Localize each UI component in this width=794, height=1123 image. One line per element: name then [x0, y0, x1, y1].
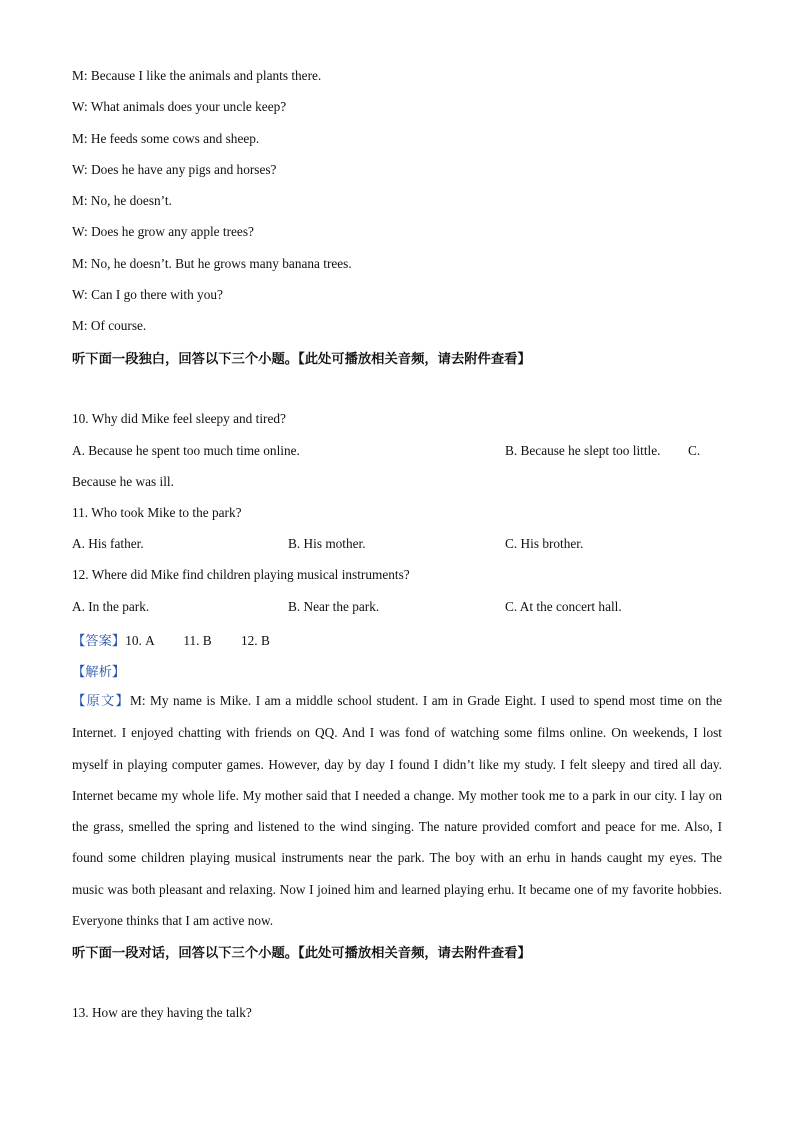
option-b: B. Because he slept too little.: [505, 443, 661, 458]
dialogue-line: W: Can I go there with you?: [72, 287, 223, 302]
dialogue-line: M: Because I like the animals and plants there.: [72, 68, 322, 83]
dialogue-line: M: No, he doesn’t. But he grows many banana trees.: [72, 256, 352, 271]
option-a: A. Because he spent too much time online.: [72, 443, 300, 458]
analysis-tag: 【解析】: [72, 665, 126, 680]
option-c: Because he was ill.: [72, 474, 174, 489]
original-text-paragraph: [72, 685, 722, 936]
question-text: 13. How are they having the talk?: [72, 1005, 252, 1020]
option-a: A. His father.: [72, 536, 144, 551]
answer-line: [72, 630, 270, 649]
option-c: C. His brother.: [505, 536, 584, 551]
dialogue-line: W: Does he have any pigs and horses?: [72, 162, 277, 177]
answer-item: 11. B: [183, 633, 212, 648]
answer-item: 12. B: [241, 633, 270, 648]
original-text: M: My name is Mike. I am a middle school student. I am in Grade Eight. I used to spend most time on the Internet. I enjoyed chatting with friends on QQ. And I was fond of watching some films online. On weekends, I lost myself in playing computer games. However, day by day I found I didn’t like my study. I felt sleepy and tired all day. Internet became my whole life. My mother said that I needed a change. My mother took me to a park in our city. I lay on the grass, smelled the spring and listened to the wind singing. The nature provided comfort and peace for me. Also, I found some children playing musical instruments near the park. The boy with an erhu in hands caught my eyes. The music was both pleasant and relaxing. Now I joined him and learned playing erhu. It became one of my favorite hobbies. Everyone thinks that I am active now.: [72, 693, 723, 929]
option-c-label: C.: [688, 443, 701, 458]
answer-tag: 【答案】: [72, 634, 126, 649]
original-tag: 【原文】: [72, 694, 131, 709]
listening-instruction: 听下面一段对话，回答以下三个小题。【此处可播放相关音频，请去附件查看】: [72, 946, 531, 961]
dialogue-line: M: No, he doesn’t.: [72, 193, 172, 208]
option-b: B. Near the park.: [288, 599, 380, 614]
dialogue-line: W: Does he grow any apple trees?: [72, 224, 254, 239]
option-b: B. His mother.: [288, 536, 366, 551]
question-text: 10. Why did Mike feel sleepy and tired?: [72, 411, 286, 426]
option-c: C. At the concert hall.: [505, 599, 622, 614]
question-text: 12. Where did Mike find children playing musical instruments?: [72, 567, 410, 582]
dialogue-line: M: Of course.: [72, 318, 147, 333]
option-a: A. In the park.: [72, 599, 150, 614]
listening-instruction: 听下面一段独白，回答以下三个小题。【此处可播放相关音频，请去附件查看】: [72, 352, 531, 367]
dialogue-line: W: What animals does your uncle keep?: [72, 99, 287, 114]
answer-item: 10. A: [125, 633, 155, 648]
question-text: 11. Who took Mike to the park?: [72, 505, 242, 520]
dialogue-line: M: He feeds some cows and sheep.: [72, 131, 260, 146]
